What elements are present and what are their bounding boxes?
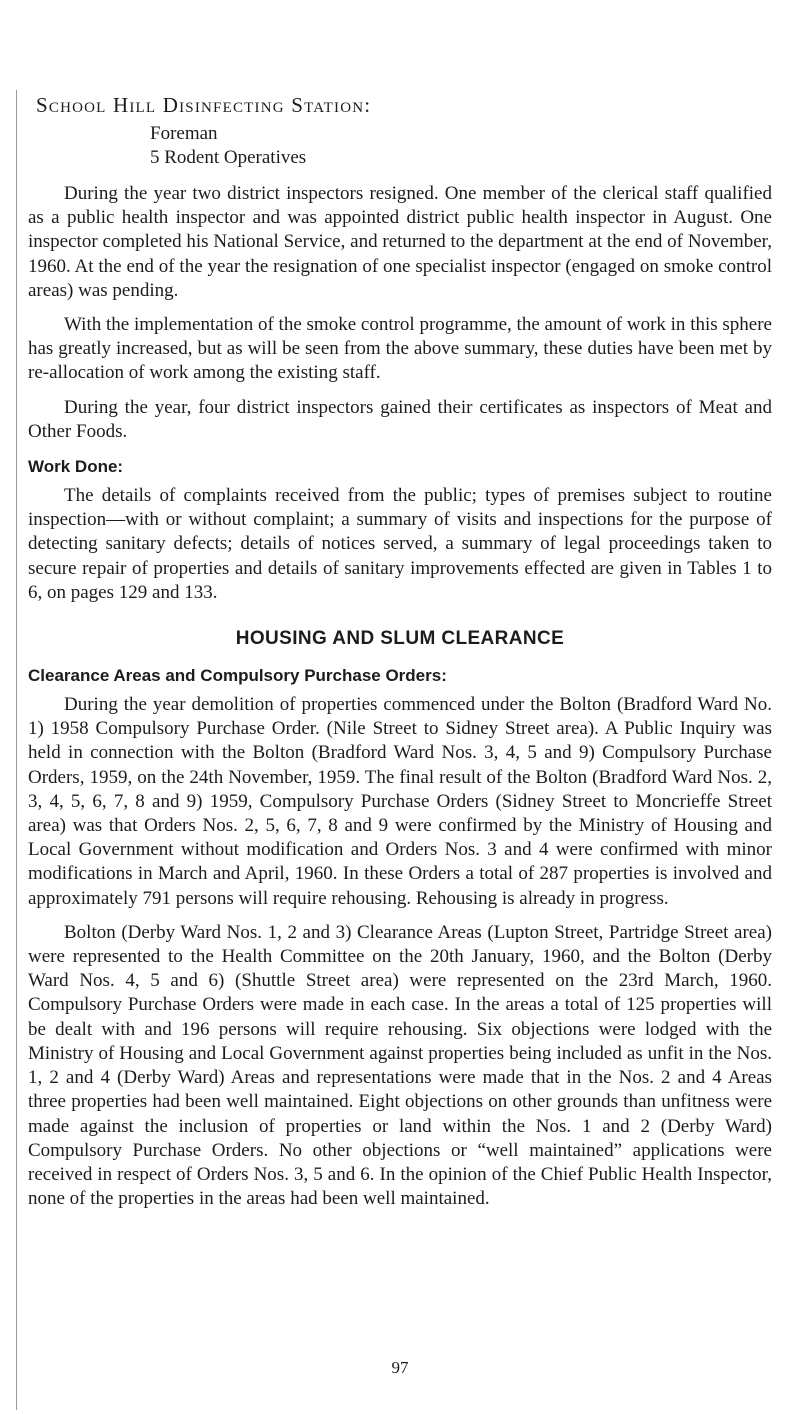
derby-ward-paragraph: Bolton (Derby Ward Nos. 1, 2 and 3) Clearance Areas (Lupton Street, Partridge Street area) were represented to the Health Committee on the 20th January, 1960, and the Bolton (Derby Ward Nos. 4, 5 and 6) (Shuttle Street area) were represented on the 23rd March, 1960. Compulsory Purchase Orders were made in each case. In the areas a total of 125 properties will be dealt with and 196 persons will require rehousing. Six objections were lodged with the Ministry of Housing and Local Government against properties being included as unfit in the Nos. 1, 2 and 4 (Derby Ward) Areas and representations were made that in the Nos. 2 and 4 Areas three properties had been well maintained. Eight objections on other grounds than unfitness were made against the inclusion of properties or land within the Nos. 1 and 2 (Derby Ward) Compulsory Purchase Orders. No other objections or “well maintained” applications were received in respect of Orders Nos. 3, 5 and 6. In the opinion of the Chief Public Health Inspector, none of the properties in the areas had been well maintained. [28, 921, 772, 1210]
certificates-paragraph: During the year, four district inspectors gained their certificates as inspectors of Meat and Other Foods. [28, 396, 772, 442]
staff-rodent-operatives: 5 Rodent Operatives [150, 147, 307, 168]
clearance-areas-heading: Clearance Areas and Compulsory Purchase Orders: [28, 666, 447, 686]
binding-margin-line [16, 90, 17, 1410]
station-title: School Hill Disinfecting Station: [36, 93, 372, 117]
work-done-paragraph: The details of complaints received from the public; types of premises subject to routine inspection—with or without complaint; a summary of visits and inspections for the purpose of detecting sanitary defects; details of notices served, a summary of legal proceedings taken to secure repair of properties and details of sanitary improvements effected are given in Tables 1 to 6, on pages 129 and 133. [28, 485, 772, 603]
staff-foreman: Foreman [150, 123, 218, 144]
smoke-control-paragraph: With the implementation of the smoke control programme, the amount of work in this sphere has greatly increased, but as will be seen from the above summary, these duties have been met by re-allocation of work among the existing staff. [28, 314, 772, 384]
document-page [28, 92, 772, 1211]
housing-section-heading: HOUSING AND SLUM CLEARANCE [235, 628, 565, 650]
staff-changes-paragraph: During the year two district inspectors resigned. One member of the clerical staff qualified as a public health inspector and was appointed district public health inspector in August. One inspector completed his National Service, and returned to the department at the end of November, 1960. At the end of the year the resignation of one specialist inspector (engaged on smoke control areas) was pending. [28, 183, 772, 301]
station-staff-block [28, 92, 772, 170]
bradford-ward-paragraph: During the year demolition of properties commenced under the Bolton (Bradford Ward No. 1) 1958 Compulsory Purchase Order. (Nile Street to Sidney Street area). A Public Inquiry was held in connection with the Bolton (Bradford Ward Nos. 3, 4, 5 and 9) Compulsory Purchase Orders, 1959, on the 24th November, 1959. The final result of the Bolton (Bradford Ward Nos. 2, 3, 4, 5, 6, 7, 8 and 9) 1959, Compulsory Purchase Orders (Sidney Street to Moncrieffe Street area) was that Orders Nos. 2, 5, 6, 7, 8 and 9 were confirmed by the Ministry of Housing and Local Government without modification and Orders Nos. 3 and 4 were confirmed with minor modifications in March and April, 1960. In these Orders a total of 287 properties is involved and approximately 791 persons will require rehousing. Rehousing is already in progress. [28, 694, 772, 909]
page-number: 97 [391, 1358, 409, 1377]
work-done-heading: Work Done: [28, 457, 124, 477]
